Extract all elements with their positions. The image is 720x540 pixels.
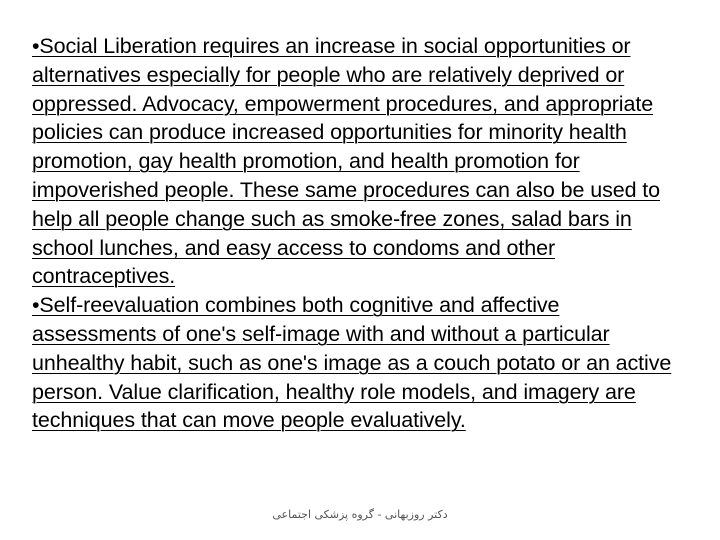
- bullet-social-liberation-text: •Social Liberation requires an increase in social opportunities or alternatives especially for people who are relatively deprived or oppressed. Advocacy, empowerment procedures, and appropriate policies can produce increased opportunities for minority health promotion, gay health promotion, and health promotion for impoverished people. These same procedures can also be used to help all people change such as smoke-free zones, salad bars in school lunches, and easy access to condoms and other contraceptives.: [32, 34, 661, 289]
- slide-body-text: [32, 32, 680, 435]
- bullet-social-liberation: [32, 32, 680, 291]
- bullet-self-reevaluation: [32, 291, 680, 435]
- slide-footer: دکتر روزبهانی - گروه پزشکی اجتماعی: [272, 508, 448, 521]
- bullet-self-reevaluation-text: •Self-reevaluation combines both cognitive and affective assessments of one's self-image with and without a particular unhealthy habit, such as one's image as a couch potato or an active person. Value clarification, healthy role models, and imagery are techniques that can move people evaluatively.: [32, 293, 672, 433]
